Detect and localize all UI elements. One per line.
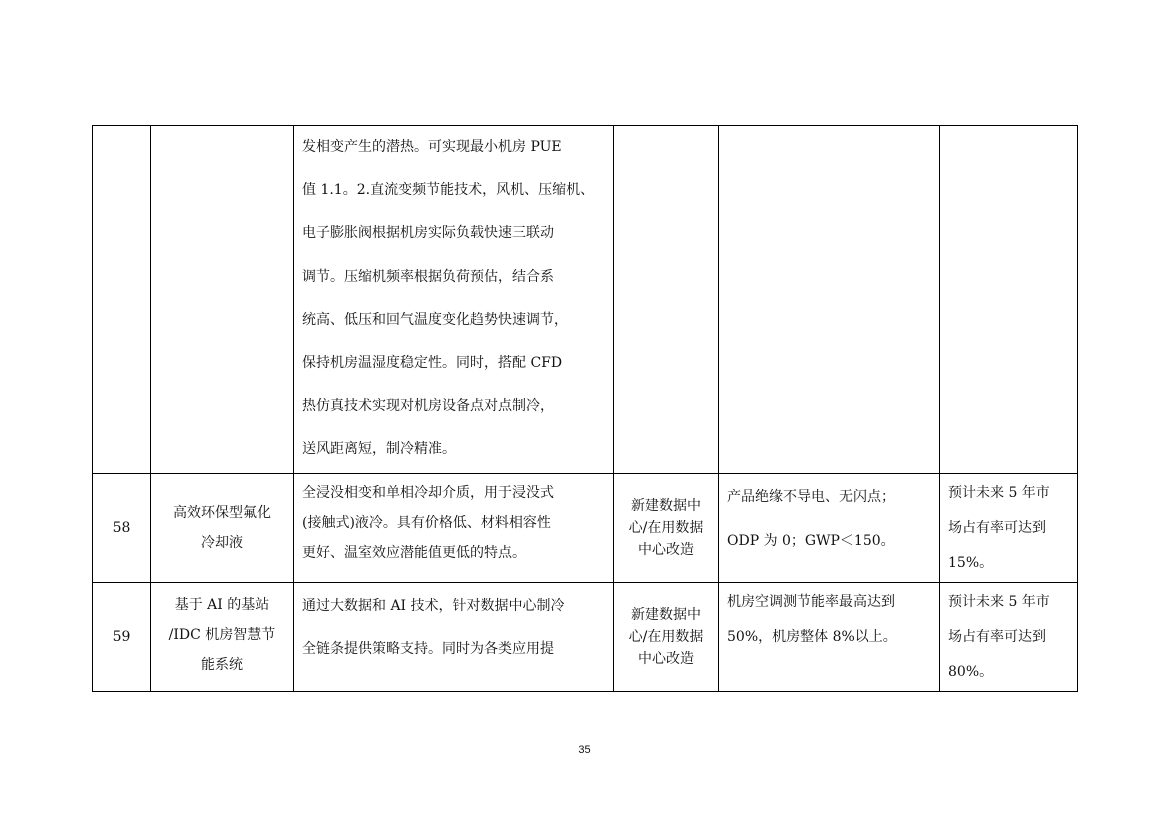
cell-market xyxy=(940,126,1078,474)
table-row-continuation xyxy=(93,126,1078,474)
text-line: 50%，机房整体 8%以上。 xyxy=(727,629,897,645)
text-line: 调节。压缩机频率根据负荷预估，结合系 xyxy=(302,268,554,285)
text-line: 冷却液 xyxy=(201,535,243,551)
text-line: 新建数据中 xyxy=(631,607,701,623)
text-line: 15%。 xyxy=(948,555,994,571)
cell-description xyxy=(294,583,614,692)
text-line: 基于 AI 的基站 xyxy=(174,597,270,613)
text-line: 预计未来 5 年市 xyxy=(948,594,1050,610)
text-line: 中心改造 xyxy=(638,651,694,667)
text-line: 发相变产生的潜热。可实现最小机房 PUE xyxy=(302,139,562,155)
text-line: 电子膨胀阀根据机房实际负载快速三联动 xyxy=(302,225,554,242)
table-row xyxy=(93,583,1078,692)
text-line: 场占有率可达到 xyxy=(948,629,1046,645)
text-line: 值 1.1。2.直流变频节能技术，风机、压缩机、 xyxy=(302,182,595,199)
cell-name xyxy=(151,474,294,583)
text-line: 场占有率可达到 xyxy=(948,520,1046,536)
text-line: 高效环保型氟化 xyxy=(173,505,271,521)
text-line: ODP 为 0；GWP＜150。 xyxy=(727,533,895,549)
text-line: 能系统 xyxy=(201,657,243,673)
text-line: 新建数据中 xyxy=(631,498,701,514)
text-line: 热仿真技术实现对机房设备点对点制冷， xyxy=(302,398,554,415)
text-line: /IDC 机房智慧节 xyxy=(168,627,276,643)
text-line: 心/在用数据 xyxy=(628,629,704,645)
cell-name xyxy=(151,126,294,474)
cell-market xyxy=(940,474,1078,583)
cell-num xyxy=(93,126,151,474)
text-line: 保持机房温湿度稳定性。同时，搭配 CFD xyxy=(302,355,563,372)
description-lines xyxy=(294,126,613,472)
cell-market xyxy=(940,583,1078,692)
cell-effect xyxy=(719,126,940,474)
text-line: 80%。 xyxy=(948,664,994,680)
table-row xyxy=(93,474,1078,583)
text-line: 预计未来 5 年市 xyxy=(948,485,1050,501)
cell-name xyxy=(151,583,294,692)
text-line: 统高、低压和回气温度变化趋势快速调节， xyxy=(302,311,568,328)
technology-table xyxy=(92,125,1078,692)
text-line: 全浸没相变和单相冷却介质，用于浸没式 xyxy=(302,485,554,501)
page-number: 35 xyxy=(578,744,591,756)
text-line: 送风距离短，制冷精准。 xyxy=(302,441,456,458)
text-line: 机房空调测节能率最高达到 xyxy=(727,594,895,610)
text-line: 通过大数据和 AI 技术，针对数据中心制冷 xyxy=(302,598,565,614)
text-line: 全链条提供策略支持。同时为各类应用提 xyxy=(302,641,554,658)
cell-scope xyxy=(614,126,719,474)
text-line: 心/在用数据 xyxy=(628,520,704,536)
cell-effect xyxy=(719,583,940,692)
text-line: 更好、温室效应潜能值更低的特点。 xyxy=(302,545,526,561)
cell-num: 58 xyxy=(93,474,151,583)
cell-description xyxy=(294,126,614,474)
text-line: (接触式)液冷。具有价格低、材料相容性 xyxy=(302,515,551,531)
cell-description xyxy=(294,474,614,583)
text-line: 中心改造 xyxy=(638,542,694,558)
cell-scope xyxy=(614,474,719,583)
text-line: 产品绝缘不导电、无闪点； xyxy=(727,489,895,505)
cell-effect xyxy=(719,474,940,583)
cell-num: 59 xyxy=(93,583,151,692)
cell-scope xyxy=(614,583,719,692)
